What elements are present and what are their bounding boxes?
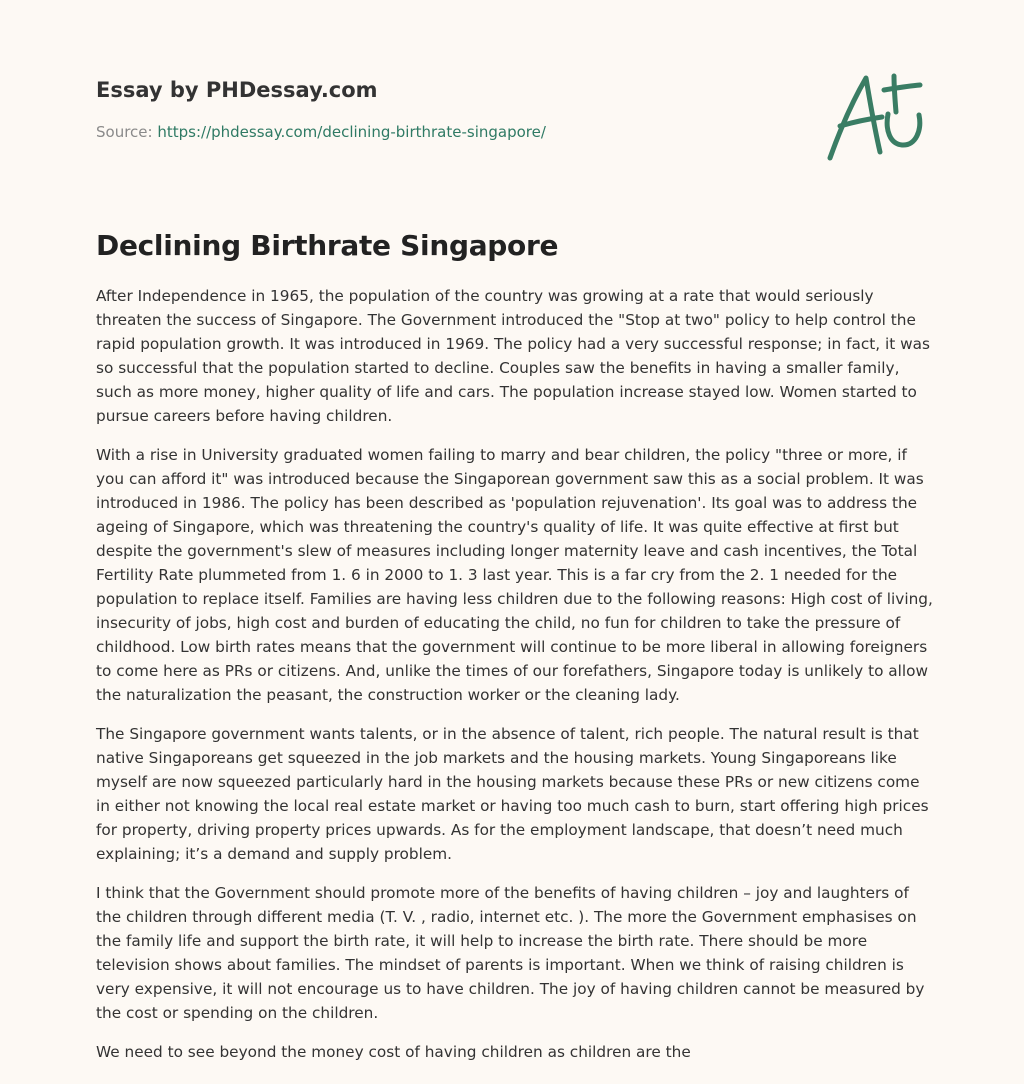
essay-title: Declining Birthrate Singapore — [96, 229, 559, 262]
essay-paragraph-5: We need to see beyond the money cost of having children as children are the — [96, 1043, 691, 1061]
essay-paragraph-1: After Independence in 1965, the population of the country was growing at a rate that would seriously threaten the success of Singapore. The Government introduced the "Stop at two" policy to help control the rapid population growth. It was introduced in 1969. The policy had a very successful response; in fact, it was so successful that the population started to decline. Couples saw the benefits in having a smaller family, such as more money, higher quality of life and cars. The population increase stayed low. Women started to pursue careers before having children. — [96, 287, 930, 425]
essay-paragraph-2: With a rise in University graduated women failing to marry and bear children, the policy "three or more, if you can afford it" was introduced because the Singaporean government saw this as a social problem. It was introduced in 1986. The policy has been described as 'population rejuvenation'. Its goal was to address the ageing of Singapore, which was threatening the country's quality of life. It was quite effective at first but despite the government's slew of measures including longer maternity leave and cash incentives, the Total Fertility Rate plummeted from 1. 6 in 2000 to 1. 3 last year. This is a far cry from the 2. 1 needed for the population to replace itself. Families are having less children due to the following reasons: High cost of living, insecurity of jobs, high cost and burden of educating the child, no fun for children to take the pressure of childhood. Low birth rates means that the government will continue to be more liberal in allowing foreigners to come here as PRs or citizens. And, unlike the times of our forefathers, Singapore today is unlikely to allow the naturalization the peasant, the construction worker or the cleaning lady. — [96, 446, 933, 704]
source-label: Source: — [96, 123, 153, 141]
essay-paragraph-4: I think that the Government should promote more of the benefits of having children – joy and laughters of the children through different media (T. V. , radio, internet etc. ). The more the Government emphasises on the family life and support the birth rate, it will help to increase the birth rate. There should be more television shows about families. The mindset of parents is important. When we think of raising children is very expensive, it will not encourage us to have children. The joy of having children cannot be measured by the cost or spending on the children. — [96, 884, 925, 1022]
a-plus-logo-icon — [822, 68, 928, 164]
essay-paragraph-3: The Singapore government wants talents, or in the absence of talent, rich people. The natural result is that native Singaporeans get squeezed in the job markets and the housing markets. Young Singaporeans like myself are now squeezed particularly hard in the housing markets because these PRs or new citizens come in either not knowing the local real estate market or having too much cash to burn, start offering high prices for property, driving property prices upwards. As for the employment landscape, that doesn’t need much explaining; it’s a demand and supply problem. — [96, 725, 929, 863]
essay-header — [96, 76, 796, 142]
source-line — [96, 122, 796, 142]
essay-body — [96, 284, 936, 1079]
site-brand: Essay by PHDessay.com — [96, 78, 378, 102]
source-link[interactable]: https://phdessay.com/declining-birthrate-singapore/ — [157, 123, 546, 141]
